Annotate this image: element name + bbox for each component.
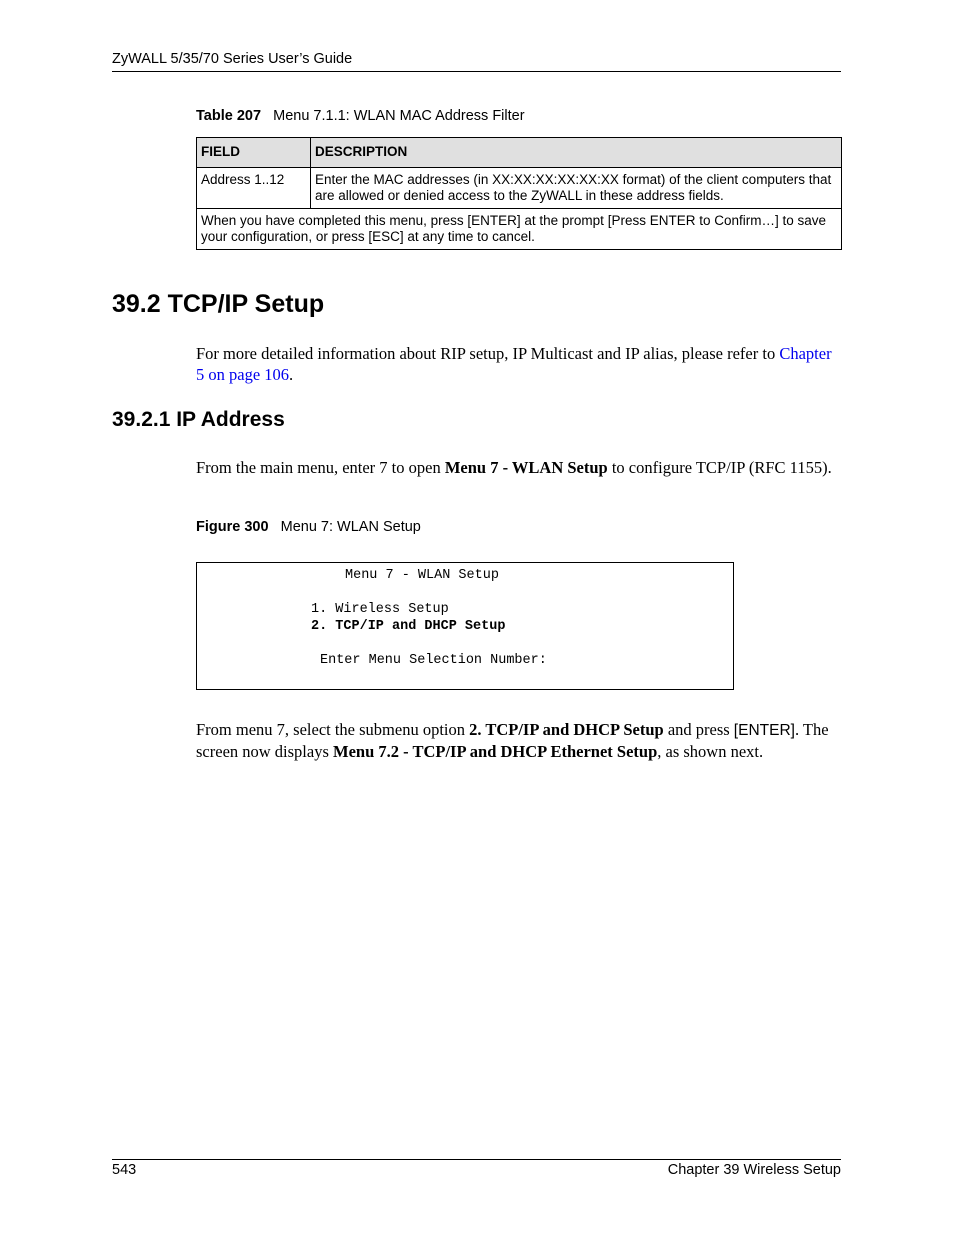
field-description-table [196, 137, 842, 250]
screen-menu-item-tcpip-dhcp-setup: 2. TCP/IP and DHCP Setup [311, 619, 506, 634]
table-cell-description: Enter the MAC addresses (in XX:XX:XX:XX:XX:XX format) of the client computers that are allowed or denied access to the ZyWALL in these address fields. [311, 168, 842, 209]
header-rule [112, 71, 841, 72]
page-number: 543 [112, 1162, 137, 1178]
section-paragraph-end: . [289, 365, 294, 384]
column-header-description: DESCRIPTION [311, 138, 842, 168]
subsection-paragraph-text: From the main menu, enter 7 to open [196, 458, 445, 477]
footer-rule [112, 1159, 841, 1160]
table-footer-row [197, 209, 842, 250]
closing-text-1: From menu 7, select the submenu option [196, 720, 470, 739]
menu-name-bold: Menu 7 - WLAN Setup [444, 458, 608, 477]
closing-text-3: . The screen now displays [196, 720, 829, 761]
table-caption [196, 108, 525, 124]
table-cell-field: Address 1..12 [197, 168, 311, 209]
table-row [197, 168, 842, 209]
screen-menu-item-wireless-setup: 1. Wireless Setup [311, 602, 449, 617]
table-footer-note: When you have completed this menu, press [ENTER] at the prompt [Press ENTER to Confirm…] to save your configuration, or press [ESC] at any time to cancel. [197, 209, 842, 250]
screen-title: Menu 7 - WLAN Setup [345, 568, 499, 583]
figure-caption-label: Figure 300 [196, 519, 269, 535]
figure-caption [196, 519, 421, 535]
section-heading: 39.2 TCP/IP Setup [112, 290, 325, 318]
screen-prompt: Enter Menu Selection Number: [320, 653, 547, 668]
figure-caption-text: Menu 7: WLAN Setup [280, 519, 421, 535]
enter-key-label: [ENTER] [733, 722, 795, 739]
subsection-paragraph-end: to configure TCP/IP (RFC 1155). [607, 458, 832, 477]
footer-chapter-title: Chapter 39 Wireless Setup [667, 1162, 841, 1178]
column-header-field: FIELD [197, 138, 311, 168]
subsection-heading: 39.2.1 IP Address [112, 408, 285, 431]
closing-text-4: , as shown next. [657, 742, 764, 761]
terminal-screen [196, 562, 734, 690]
table-caption-label: Table 207 [196, 108, 262, 124]
section-paragraph-text: For more detailed information about RIP setup, IP Multicast and IP alias, please refer to [196, 344, 780, 363]
closing-bold-option: 2. TCP/IP and DHCP Setup [469, 720, 664, 739]
table-header-row [197, 138, 842, 168]
subsection-paragraph [196, 457, 841, 478]
running-header: ZyWALL 5/35/70 Series User’s Guide [112, 51, 353, 67]
closing-bold-menu: Menu 7.2 - TCP/IP and DHCP Ethernet Setup [333, 742, 658, 761]
closing-paragraph [196, 719, 846, 762]
chapter-link[interactable]: Chapter 5 on page 106 [196, 344, 832, 384]
closing-text-2: and press [663, 720, 734, 739]
section-paragraph [196, 343, 841, 385]
table-caption-text: Menu 7.1.1: WLAN MAC Address Filter [273, 108, 525, 124]
